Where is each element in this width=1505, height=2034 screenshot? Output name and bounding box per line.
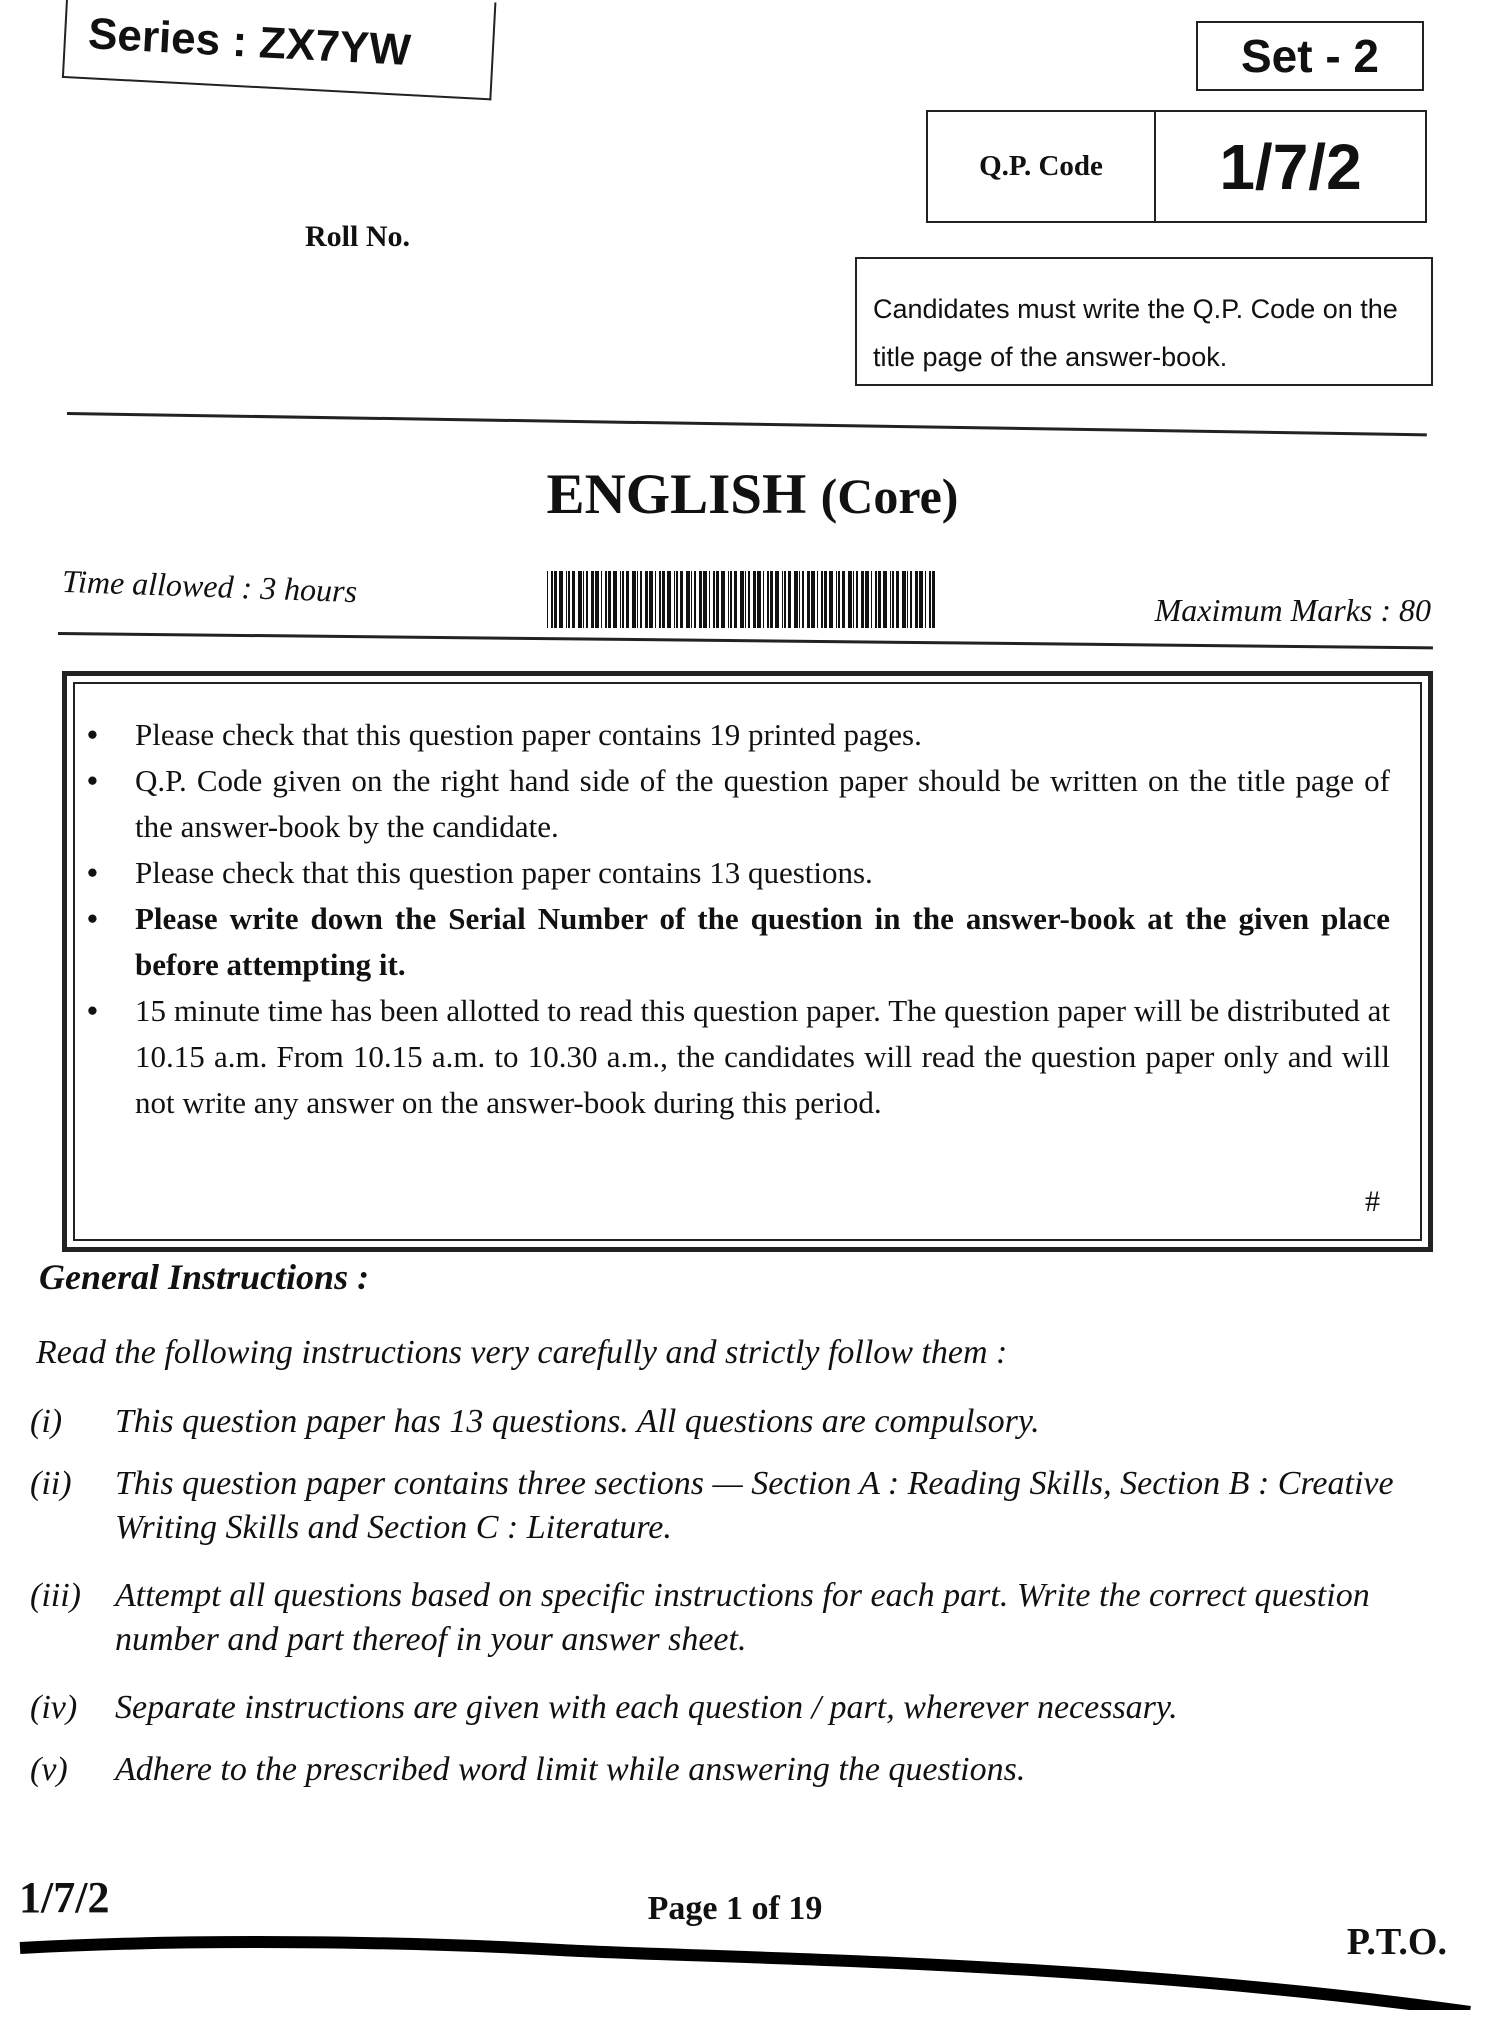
subject-name: ENGLISH xyxy=(546,463,807,526)
item-number: (iii) xyxy=(30,1577,81,1614)
maximum-marks: Maximum Marks : 80 xyxy=(1154,592,1431,628)
instruction-item: • Please check that this question paper contains 19 printed pages. xyxy=(135,712,1390,758)
general-instruction-item xyxy=(30,1686,1460,1730)
set-box xyxy=(1196,21,1424,91)
barcode xyxy=(547,571,939,628)
qp-code-box xyxy=(926,110,1427,223)
instruction-item: • Q.P. Code given on the right hand side of the question paper should be written on the title page of the answer-book by the candidate. xyxy=(135,758,1390,850)
item-number: (iv) xyxy=(30,1689,78,1726)
set-label: Set - 2 xyxy=(1240,30,1380,82)
item-text: Attempt all questions based on specific instructions for each part. Write the correct question number and part thereof in your answer sheet. xyxy=(115,1577,1370,1658)
title-divider xyxy=(58,632,1433,649)
roll-no-label: Roll No. xyxy=(305,220,410,253)
item-text: This question paper has 13 questions. All questions are compulsory. xyxy=(115,1403,1040,1440)
series-label: Series : ZX7YW xyxy=(86,9,412,76)
time-allowed: Time allowed : 3 hours xyxy=(61,562,358,610)
item-number: (ii) xyxy=(30,1465,72,1502)
instruction-item: • Please write down the Serial Number of the question in the answer-book at the given place before attempting it. xyxy=(135,896,1390,988)
general-instruction-item xyxy=(30,1462,1460,1550)
candidate-note: Candidates must write the Q.P. Code on the title page of the answer-book. xyxy=(855,257,1433,386)
item-number: (i) xyxy=(30,1403,63,1440)
general-instruction-item xyxy=(30,1748,1460,1792)
general-instructions-intro: Read the following instructions very carefully and strictly follow them : xyxy=(36,1334,1008,1371)
qp-code-value: 1/7/2 xyxy=(1219,130,1362,203)
footer-code: 1/7/2 xyxy=(19,1873,110,1922)
item-text: Adhere to the prescribed word limit while answering the questions. xyxy=(115,1751,1026,1788)
subject-variant: (Core) xyxy=(820,468,959,524)
series-box xyxy=(62,0,497,100)
page-title xyxy=(0,462,1505,527)
header-divider xyxy=(67,412,1427,436)
instruction-item: • 15 minute time has been allotted to read this question paper. The question paper will be distributed at 10.15 a.m. From 10.15 a.m. to 10.30 a.m., the candidates will read the question paper only and will not write any answer on the answer-book during this period. xyxy=(135,988,1390,1126)
hash-mark: # xyxy=(1365,1185,1380,1218)
footer-page-number: Page 1 of 19 xyxy=(647,1890,823,1927)
item-text: This question paper contains three sections — Section A : Reading Skills, Section B : Creative Writing Skills and Section C : Literature. xyxy=(115,1465,1394,1546)
instruction-item: • Please check that this question paper contains 13 questions. xyxy=(135,850,1390,896)
general-instructions-heading: General Instructions : xyxy=(39,1257,370,1297)
item-text: Separate instructions are given with each question / part, wherever necessary. xyxy=(115,1689,1178,1726)
footer-pto: P.T.O. xyxy=(1346,1921,1447,1963)
footer-rule xyxy=(0,1920,1505,2010)
general-instruction-item xyxy=(30,1400,1460,1444)
item-number: (v) xyxy=(30,1751,68,1788)
general-instruction-item xyxy=(30,1574,1460,1662)
qp-code-label: Q.P. Code xyxy=(928,112,1156,221)
instructions-box xyxy=(62,671,1433,1252)
